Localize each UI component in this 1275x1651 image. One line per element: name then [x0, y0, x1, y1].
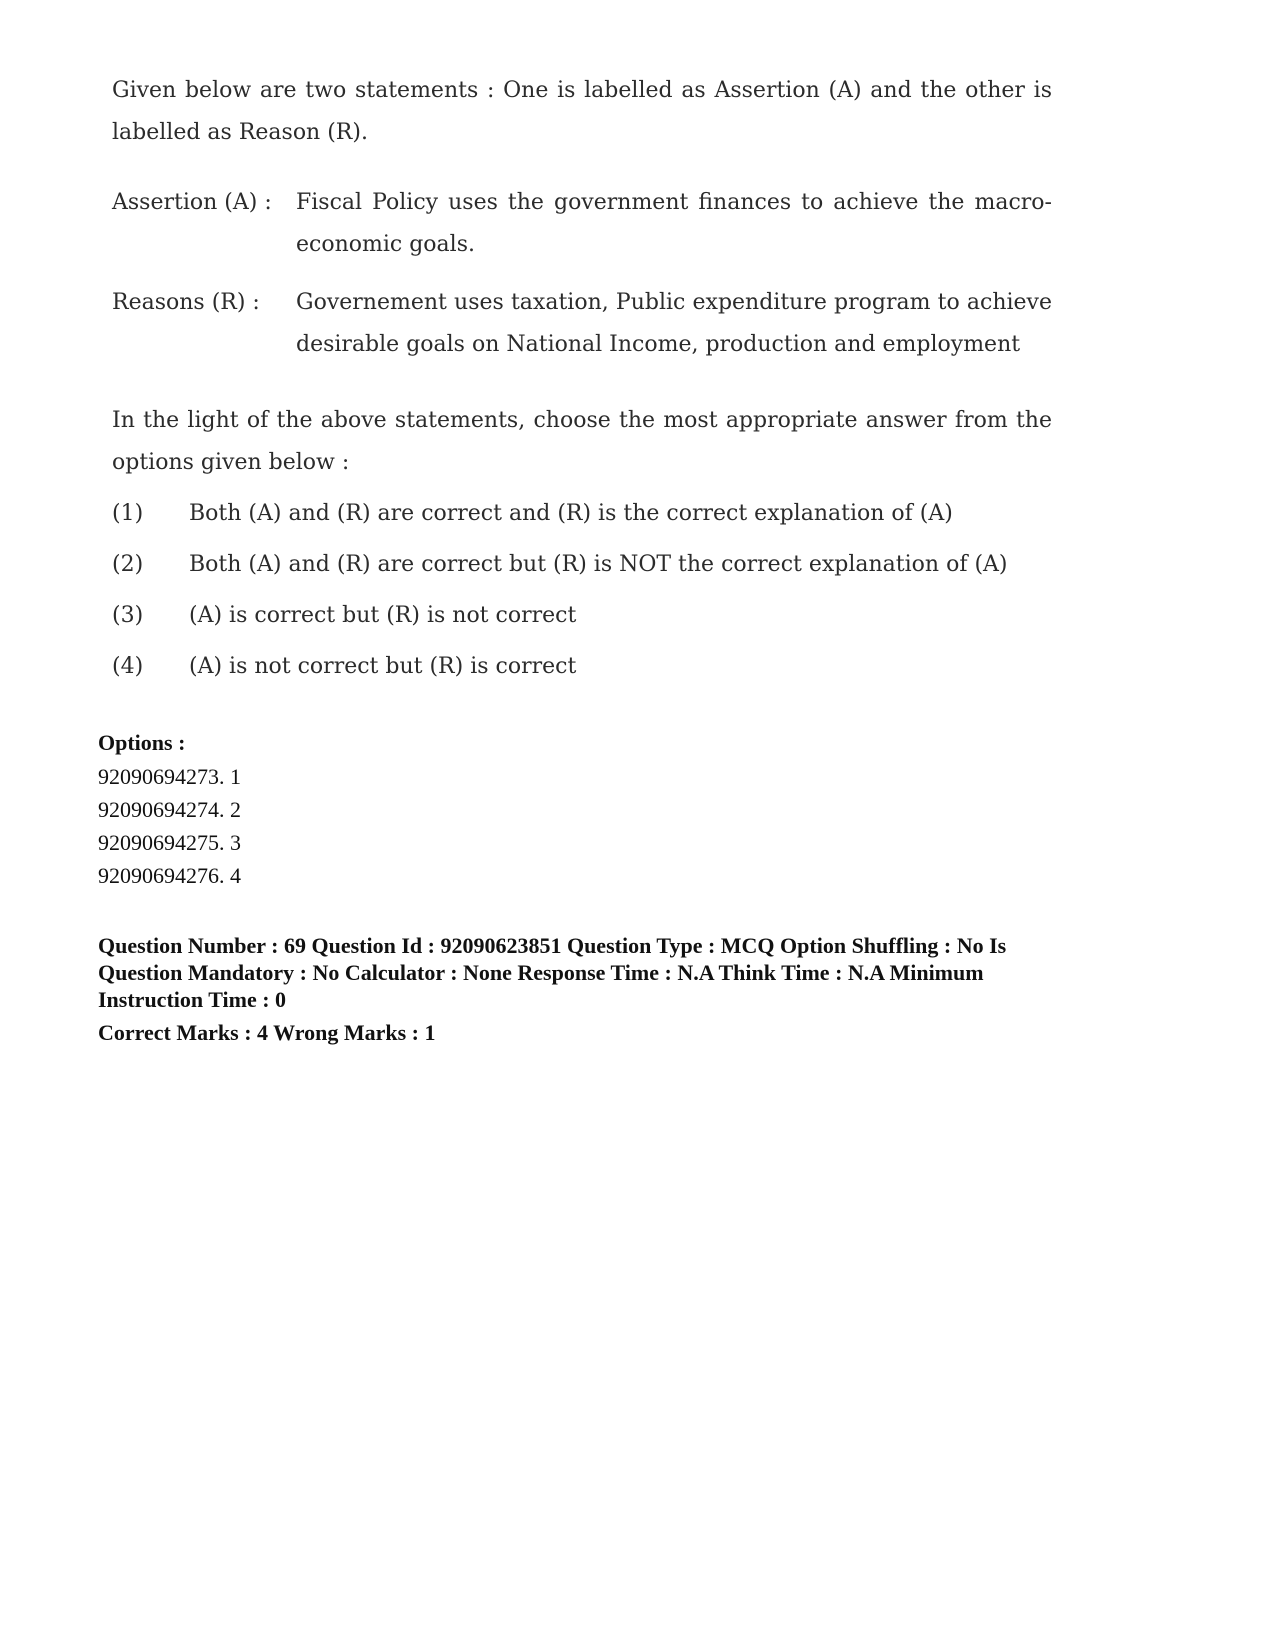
marks-info: Correct Marks : 4 Wrong Marks : 1 [98, 1020, 436, 1045]
options-heading: Options : [98, 730, 186, 755]
answer-choice [112, 539, 1052, 590]
choice-text: (A) is not correct but (R) is correct [189, 654, 577, 679]
answer-choice [112, 590, 1052, 641]
question-metadata-line: Question Number : 69 Question Id : 92090623851 Question Type : MCQ Option Shuffling : No Is [98, 933, 1007, 958]
assertion-label: Assertion (A) : [112, 190, 272, 215]
reason-label: Reasons (R) : [112, 290, 260, 315]
option-item: 92090694276. 4 [98, 863, 241, 888]
choice-number: (3) [112, 603, 144, 628]
choice-text: Both (A) and (R) are correct but (R) is NOT the correct explanation of (A) [189, 552, 1008, 577]
option-list [98, 760, 1208, 892]
question-intro: Given below are two statements : One is labelled as Assertion (A) and the other is labelled as Reason (R). [112, 78, 1052, 145]
option-item: 92090694275. 3 [98, 830, 241, 855]
answer-choices [112, 488, 1052, 692]
question-metadata [98, 932, 1208, 1013]
choice-number: (2) [112, 552, 144, 577]
reason-text: Governement uses taxation, Public expenditure program to achieve desirable goals on National Income, production and employment [296, 290, 1052, 357]
choice-number: (1) [112, 501, 144, 526]
option-item: 92090694273. 1 [98, 764, 241, 789]
assertion-text: Fiscal Policy uses the government finances to achieve the macro-economic goals. [296, 190, 1052, 257]
answer-choice [112, 488, 1052, 539]
choice-number: (4) [112, 654, 144, 679]
question-metadata-line: Instruction Time : 0 [98, 987, 287, 1012]
answer-choice [112, 641, 1052, 692]
option-item: 92090694274. 2 [98, 797, 241, 822]
choice-text: Both (A) and (R) are correct and (R) is the correct explanation of (A) [189, 501, 953, 526]
choice-text: (A) is correct but (R) is not correct [189, 603, 577, 628]
question-metadata-line: Question Mandatory : No Calculator : None Response Time : N.A Think Time : N.A Minimum [98, 960, 984, 985]
question-instruction: In the light of the above statements, choose the most appropriate answer from the options given below : [112, 408, 1052, 475]
